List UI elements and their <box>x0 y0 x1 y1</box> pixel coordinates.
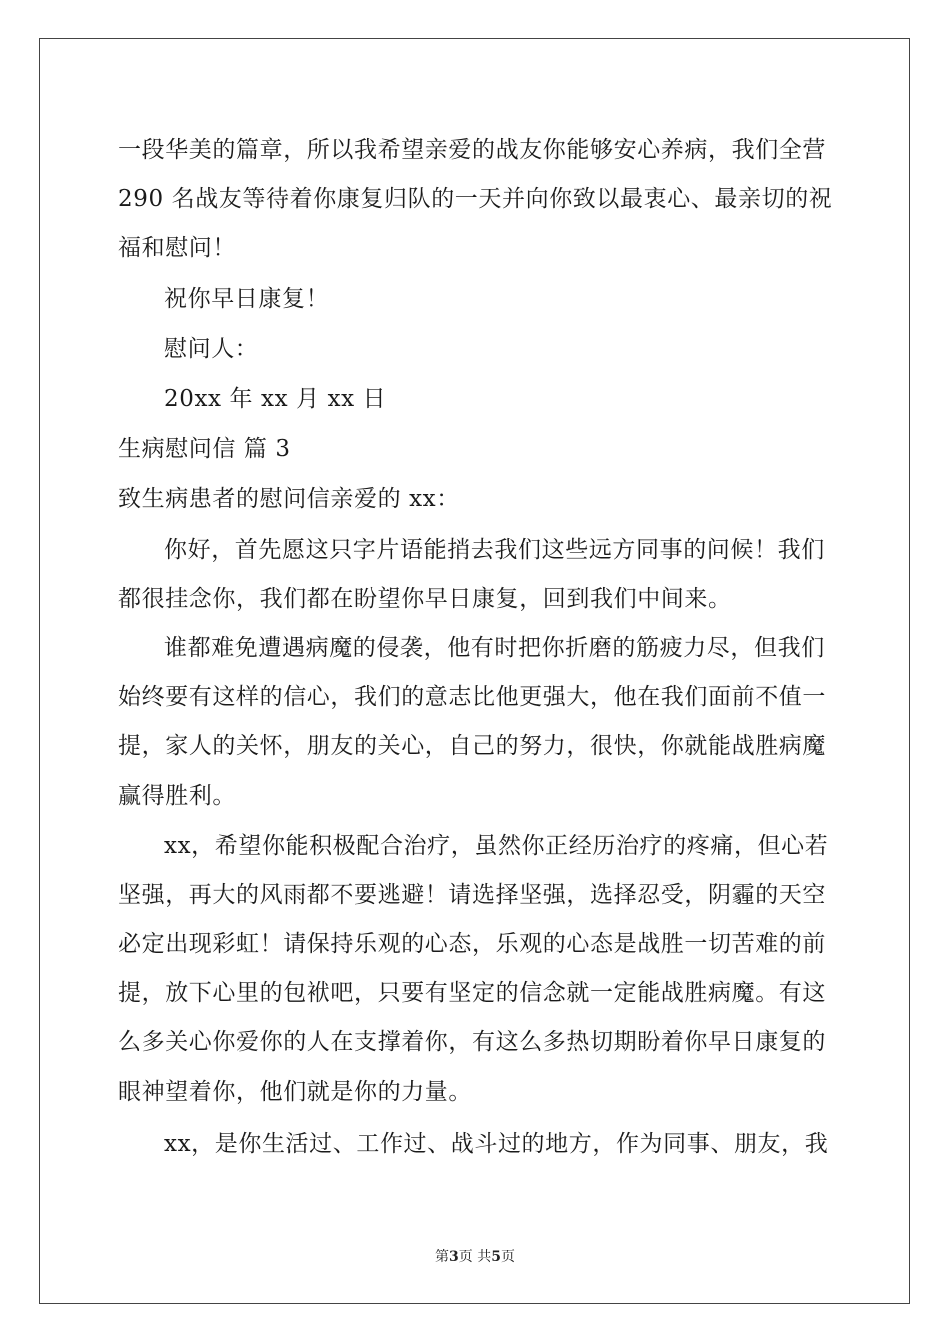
text-line: 提，放下心里的包袱吧，只要有坚定的信念就一定能战胜病魔。有这 <box>118 980 826 1006</box>
text-line: 始终要有这样的信心，我们的意志比他更强大，他在我们面前不值一 <box>118 684 826 710</box>
page-number-current: 3 <box>449 1249 459 1265</box>
text-line: xx，是你生活过、工作过、战斗过的地方，作为同事、朋友，我 <box>164 1131 829 1157</box>
page-prefix: 第 <box>435 1249 450 1265</box>
page-number-total: 5 <box>491 1249 501 1265</box>
text-line: 提，家人的关怀，朋友的关心，自己的努力，很快，你就能战胜病魔 <box>118 733 826 759</box>
closing-wish: 祝你早日康复！ <box>164 286 330 312</box>
text-line: 你好，首先愿这只字片语能捎去我们这些远方同事的问候！我们 <box>164 537 825 563</box>
text-line: 坚强，再大的风雨都不要逃避！请选择坚强，选择忍受，阴霾的天空 <box>118 882 826 908</box>
letter-salutation: 致生病患者的慰问信亲爱的 xx： <box>118 486 460 512</box>
date-line: 20xx 年 xx 月 xx 日 <box>164 386 387 412</box>
section-heading: 生病慰问信 篇 3 <box>118 436 291 462</box>
text-line: 谁都难免遭遇病魔的侵袭，他有时把你折磨的筋疲力尽，但我们 <box>164 635 825 661</box>
text-line: 一段华美的篇章，所以我希望亲爱的战友你能够安心养病，我们全营 <box>118 137 826 163</box>
text-line: 都很挂念你，我们都在盼望你早日康复，回到我们中间来。 <box>118 586 732 612</box>
page-suffix: 页 <box>500 1249 515 1265</box>
text-line: xx，希望你能积极配合治疗，虽然你正经历治疗的疼痛，但心若 <box>164 833 829 859</box>
text-line: 290 名战友等待着你康复归队的一天并向你致以最衷心、最亲切的祝 <box>118 186 833 212</box>
text-line: 福和慰问！ <box>118 235 236 261</box>
page-border <box>39 38 910 1304</box>
page-footer <box>0 1248 950 1266</box>
text-line: 么多关心你爱你的人在支撑着你，有这么多热切期盼着你早日康复的 <box>118 1029 826 1055</box>
page-mid: 页 共 <box>458 1249 492 1265</box>
signature-label: 慰问人： <box>164 336 259 362</box>
text-line: 必定出现彩虹！请保持乐观的心态，乐观的心态是战胜一切苦难的前 <box>118 931 826 957</box>
text-line: 眼神望着你，他们就是你的力量。 <box>118 1079 472 1105</box>
text-line: 赢得胜利。 <box>118 783 236 809</box>
